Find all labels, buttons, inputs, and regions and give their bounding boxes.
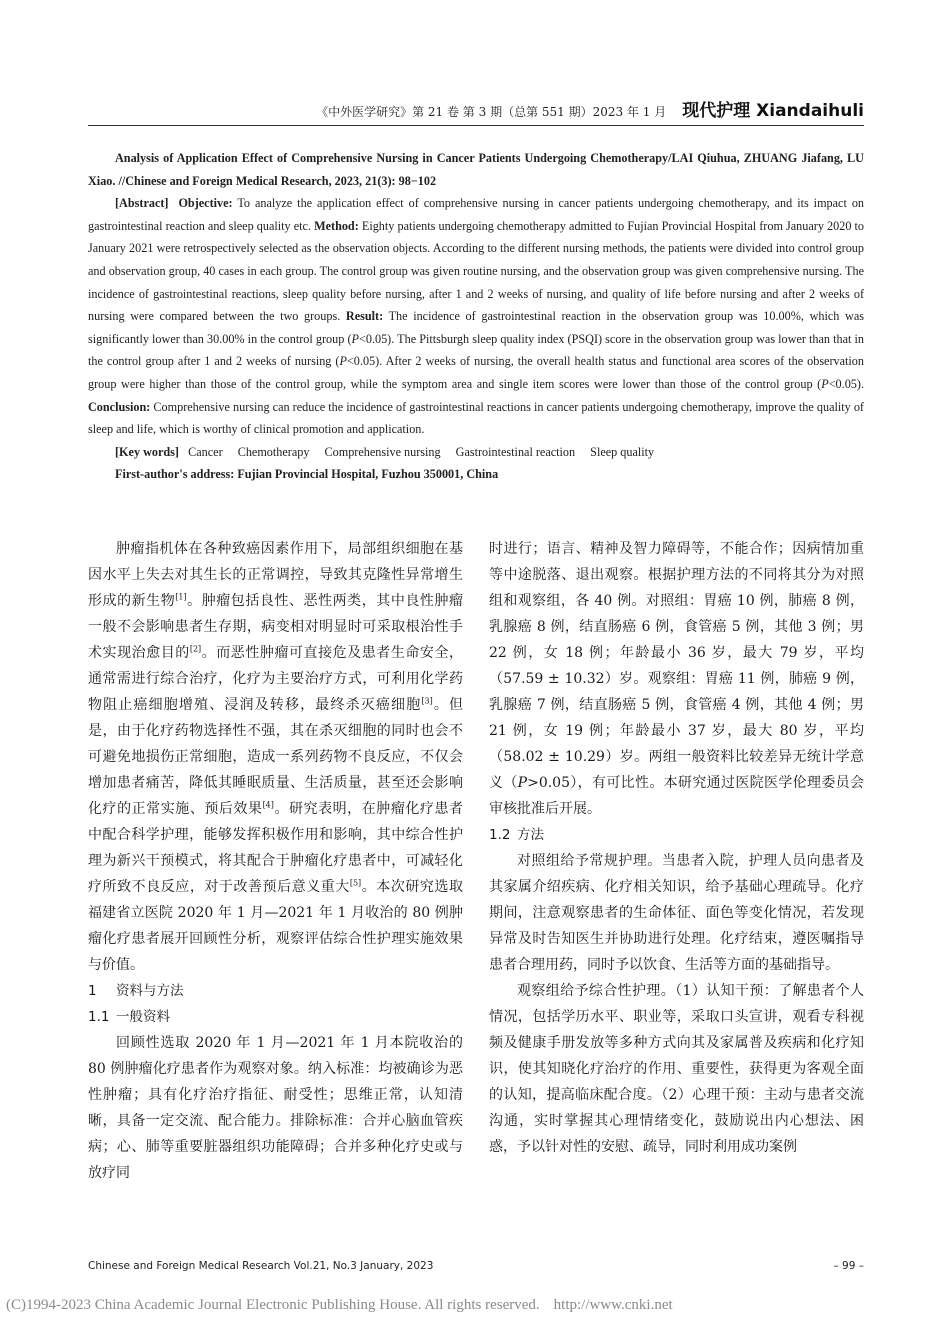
keyword: Comprehensive nursing — [324, 444, 441, 459]
observation-nursing-paragraph: 观察组给予综合性护理。（1）认知干预：了解患者个人情况，包括学历水平、职业等，采取口头宣讲，观看专科视频及健康手册发放等多种方式向其及家属普及疾病和化疗知识，使其知晓化疗治疗的作用、重要性，获得更为客观全面的认知，提高临床配合度。（2）心理干预：主动与患者交流沟通，实时掌握其心理情绪变化，鼓励说出内心想法、困惑，予以针对性的安慰、疏导，同时利用成功案例 — [489, 983, 864, 1155]
header-rule — [88, 125, 864, 126]
heading-number: 1 — [88, 983, 97, 999]
page-number: – 99 – — [833, 1260, 864, 1272]
section-label: 现代护理 Xiandaihuli — [682, 101, 864, 121]
p-symbol: P — [821, 376, 829, 391]
reference-marker: [1] — [175, 592, 187, 602]
cnki-url: http://www.cnki.net — [553, 1297, 673, 1313]
result-label: Result: — [345, 309, 384, 324]
intro-text: 。肿瘤包括良性、恶性两类，其中良性肿瘤一般不会影响患者生存期，病变相对明显时可采取根治性手术实现治愈目的 — [88, 593, 463, 661]
heading-number: 1.1 — [88, 1009, 110, 1025]
keyword: Gastrointestinal reaction — [455, 444, 576, 459]
copyright-notice — [6, 1297, 673, 1314]
section-heading-1-1 — [88, 1004, 463, 1030]
section-heading-1-2 — [489, 822, 864, 848]
p-value: <0.05 — [358, 331, 388, 346]
p-symbol: P — [339, 354, 347, 369]
p-value: <0.05 — [346, 354, 376, 369]
method-label: Method: — [314, 218, 359, 233]
reference-marker: [3] — [421, 696, 433, 706]
keywords-label: [Key words] — [115, 444, 179, 459]
abstract-body — [88, 192, 864, 441]
citation: Analysis of Application Effect of Comprehensive Nursing in Cancer Patients Undergoing Chemotherapy/LAI Qiuhua, ZHUANG Jiafang, LU Xiao. //Chinese and Foreign Medical Research, 2023, 21(3): 98−102 — [88, 151, 864, 188]
intro-text: 肿瘤指机体在各种致癌因素作用下，局部组织细胞在基因水平上失去对其生长的正常调控，导致其克隆性异常增生形成的新生物 — [88, 541, 463, 609]
reference-marker: [5] — [349, 878, 362, 888]
address-text: Fujian Provincial Hospital, Fuzhou 350001, China — [234, 467, 499, 482]
keyword: Cancer — [188, 444, 223, 459]
control-nursing-paragraph: 对照组给予常规护理。当患者入院，护理人员向患者及其家属介绍疾病、化疗相关知识，给予基础心理疏导。化疗期间，注意观察患者的生命体征、面色等变化情况，若发现异常及时告知医生并协助进行处理。化疗结束，遵医嘱指导患者合理用药，同时予以饮食、生活等方面的基础指导。 — [489, 853, 864, 973]
intro-text: 。研究表明，在肿瘤化疗患者中配合科学护理，能够发挥积极作用和影响，其中综合性护理为新兴干预模式，将其配合于肿瘤化疗患者中，可减轻化疗所致不良反应，对于改善预后意义重大 — [88, 801, 463, 895]
keywords-line — [88, 441, 864, 464]
conclusion-label: Conclusion: — [88, 399, 151, 414]
heading-text: 方法 — [517, 827, 544, 843]
copyright-text: (C)1994-2023 China Academic Journal Electronic Publishing House. All rights reserved. — [6, 1297, 540, 1313]
body-text: 时进行；语言、精神及智力障碍等，不能合作；因病情加重等中途脱落、退出观察。根据护理方法的不同将其分为对照组和观察组，各 40 例。对照组：胃癌 10 例，肺癌 8 例，乳腺癌 8 例，结直肠癌 6 例，食管癌 5 例，其他 3 例；男 22 例，女 18 例；年龄最小 36 岁，最大 79 岁，平均（57.59 ± 10.32）岁。观察组：胃癌 11 例，肺癌 9 例，乳腺癌 7 例，结直肠癌 5 例，食管癌 4 例，其他 4 例；男 21 例，女 19 例；年龄最小 37 岁，最大 80 岁，平均（58.02 ± 10.29）岁。两组一般资料比较差异无统计学意义（ — [489, 541, 864, 791]
p-value: <0.05 — [828, 376, 857, 391]
body-text: ），有可比性。本研究通过医院医学伦理委员会审核批准后开展。 — [489, 775, 864, 817]
p-value: >0.05 — [527, 775, 570, 791]
keyword: Sleep quality — [590, 444, 655, 459]
section-heading-1 — [88, 978, 463, 1004]
abstract-label: [Abstract] — [115, 196, 169, 211]
conclusion-text: Comprehensive nursing can reduce the incidence of gastrointestinal reactions in cancer patients undergoing chemotherapy, improve the quality of sleep and life, which is worthy of clinical promotion and application. — [88, 399, 864, 437]
result-text-1: The incidence of gastrointestinal reaction in the observation group was 10.00%, which was significantly lower than 30.00% in the control group ( — [88, 309, 864, 346]
left-column — [88, 536, 463, 1186]
heading-number: 1.2 — [489, 827, 511, 843]
p-symbol: P — [351, 331, 359, 346]
author-address — [88, 463, 864, 486]
p-symbol: P — [517, 775, 528, 791]
general-info-continued — [489, 536, 864, 822]
address-label: First-author's address: — [115, 467, 235, 482]
result-text-2: ). The Pittsburgh sleep quality index (PSQI) score in the observation group was lower than that in the control group after 1 and 2 weeks of nursing ( — [88, 331, 864, 369]
right-column — [489, 536, 864, 1160]
intro-text: 。但是，由于化疗药物选择性不强，其在杀灭细胞的同时也会不可避免地损伤正常细胞，造成一系列药物不良反应，不仅会增加患者痛苦，降低其睡眠质量、生活质量，甚至还会影响化疗的正常实施、预后效果 — [88, 697, 463, 817]
footer-journal: Chinese and Foreign Medical Research Vol.21, No.3 January, 2023 — [88, 1260, 434, 1272]
result-text-3: ). After 2 weeks of nursing, the overall health status and functional area scores of the observation group were higher than those of the control group, while the symptom area and single item scores were lower than those of the control group ( — [88, 354, 864, 391]
heading-text: 一般资料 — [116, 1009, 170, 1025]
reference-marker: [4] — [262, 800, 274, 810]
introduction-paragraph — [88, 536, 463, 978]
heading-text: 资料与方法 — [116, 983, 184, 999]
objective-text: To analyze the application effect of comprehensive nursing in cancer patients undergoing chemotherapy, and its impact on gastrointestinal reaction and sleep quality etc. — [88, 196, 865, 233]
objective-label: Objective: — [178, 196, 233, 211]
reference-marker: [2] — [189, 644, 202, 654]
result-text-4: ). — [856, 376, 864, 391]
page-footer — [88, 1260, 864, 1272]
intro-text: 。本次研究选取福建省立医院 2020 年 1 月—2021 年 1 月收治的 80 例肿瘤化疗患者展开回顾性分析，观察评估综合性护理实施效果与价值。 — [88, 879, 463, 973]
journal-issue-info: 《中外医学研究》第 21 卷 第 3 期（总第 551 期）2023 年 1 月 — [316, 105, 667, 119]
method-text: Eighty patients undergoing chemotherapy admitted to Fujian Provincial Hospital from January 2020 to January 2021 were retrospectively selected as the observation objects. According to the different nursing methods, the patients were divided into control group and observation group, 40 cases in each group. The control group was given routine nursing, and the observation group was given comprehensive nursing. The incidence of gastrointestinal reactions, sleep quality before nursing, after 1 and 2 weeks of nursing, and quality of life before nursing and after 2 weeks of nursing were compared between the two groups. — [88, 218, 864, 324]
keyword: Chemotherapy — [237, 444, 310, 459]
english-abstract — [88, 147, 864, 486]
general-info-paragraph: 回顾性选取 2020 年 1 月—2021 年 1 月本院收治的 80 例肿瘤化疗患者作为观察对象。纳入标准：均被确诊为恶性肿瘤；具有化疗治疗指征、耐受性；思维正常，认知清晰，具备一定交流、配合能力。排除标准：合并心脑血管疾病；心、肺等重要脏器组织功能障碍；合并多种化疗史或与放疗同 — [88, 1035, 463, 1181]
running-header — [88, 96, 864, 126]
intro-text: 。而恶性肿瘤可直接危及患者生命安全，通常需进行综合治疗，化疗为主要治疗方式，可利用化学药物阻止癌细胞增殖、浸润及转移，最终杀灭癌细胞 — [88, 645, 463, 713]
